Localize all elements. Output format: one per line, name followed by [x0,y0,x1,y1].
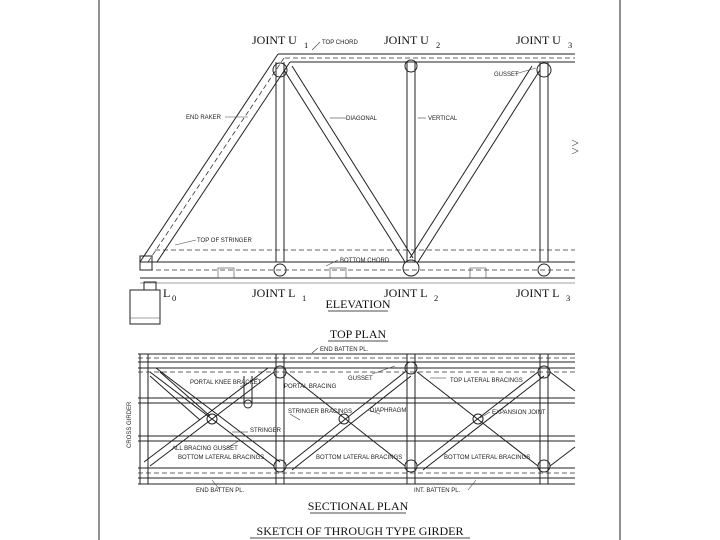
joint-label-u3 [516,33,572,50]
svg-text:3: 3 [568,40,573,50]
label-end-batten-bottom: END BATTEN PL. [196,488,245,494]
label-gusset: GUSSET [494,72,519,78]
diagonal-2 [418,70,540,262]
label-vertical: VERTICAL [428,116,458,122]
label-stringer: STRINGER [250,428,282,434]
title-top-plan: TOP PLAN [329,327,387,341]
label-int-batten: INT. BATTEN PL. [414,488,461,494]
svg-text:0: 0 [172,293,177,303]
label-end-batten-top: END BATTEN PL. [320,347,369,353]
label-top-lateral-bracings: TOP LATERAL BRACINGS [450,378,523,384]
gusset-u3 [537,63,551,77]
label-top-chord: TOP CHORD [322,40,358,46]
svg-text:JOINT U: JOINT U [252,33,297,47]
bearing-support [130,290,160,324]
label-portal-bracing: PORTAL BRACING [284,384,337,390]
svg-text:L: L [163,286,171,300]
title-elevation: ELEVATION [325,297,391,311]
svg-text:2: 2 [434,293,439,303]
label-end-raker: END RAKER [186,115,222,121]
joint-label-l1 [252,286,306,303]
svg-text:JOINT U: JOINT U [516,33,561,47]
label-bottom-lateral-bracings-left: BOTTOM LATERAL BRACINGS [178,455,265,461]
svg-text:2: 2 [436,40,441,50]
svg-text:JOINT L: JOINT L [384,286,428,300]
joint-label-u2 [384,33,440,50]
joint-label-l3 [516,286,570,303]
elevation-view [130,33,578,324]
end-raker [140,54,278,262]
label-cross-girder: CROSS GIRDER [127,401,133,448]
svg-text:JOINT L: JOINT L [516,286,560,300]
label-bottom-lateral-bracings-right: BOTTOM LATERAL BRACINGS [444,455,531,461]
label-diagonal: DIAGONAL [346,116,378,122]
svg-text:1: 1 [304,40,309,50]
sectional-plan-view [127,347,575,494]
title-sectional-plan: SECTIONAL PLAN [307,499,409,513]
label-top-of-stringer: TOP OF STRINGER [197,238,252,244]
svg-text:JOINT L: JOINT L [252,286,296,300]
svg-text:1: 1 [302,293,307,303]
label-bottom-chord: BOTTOM CHORD [340,258,390,264]
label-bottom-lateral-bracings-mid: BOTTOM LATERAL BRACINGS [316,455,403,461]
joint-label-l0 [163,286,176,303]
title-sketch: SKETCH OF THROUGH TYPE GIRDER [256,524,464,538]
label-plan-gusset: GUSSET [348,376,373,382]
joint-label-l2 [384,286,438,303]
svg-text:JOINT U: JOINT U [384,33,429,47]
label-all-bracing-gusset: ALL BRACING GUSSET [172,446,238,452]
label-stringer-bracings: STRINGER BRACINGS [288,409,353,415]
svg-text:3: 3 [566,293,571,303]
diagonal-1 [284,70,405,262]
label-diaphragm: DIAPHRAGM [370,408,407,414]
label-expansion-joint: EXPANSION JOINT [492,410,546,416]
joint-label-u1 [252,33,308,50]
label-portal-knee-bracket: PORTAL KNEE BRACKET [190,380,262,386]
